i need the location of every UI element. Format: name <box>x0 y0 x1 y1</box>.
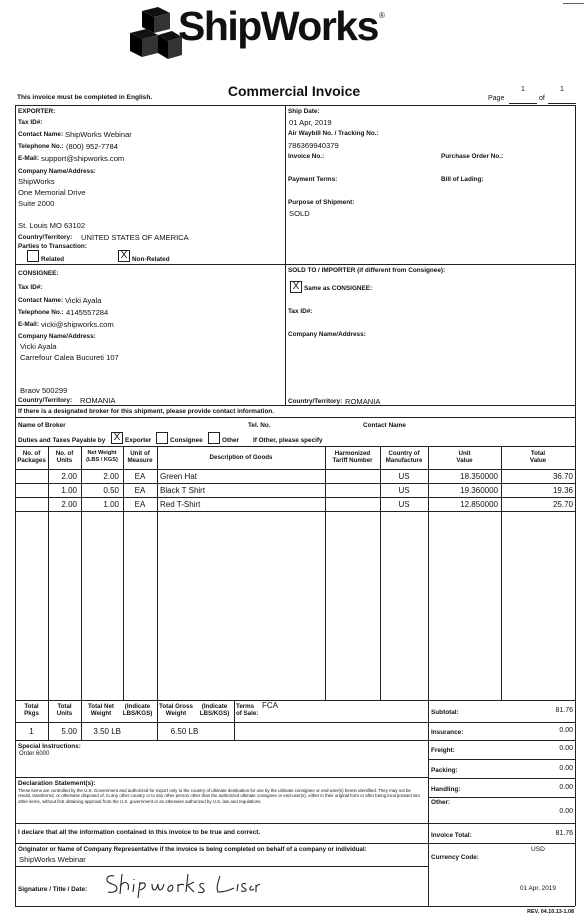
row-units: 2.00 <box>61 472 77 481</box>
row-description: Red T-Shirt <box>160 500 201 509</box>
signature-date: 01 Apr, 2019 <box>520 885 556 892</box>
freight-value: 0.00 <box>559 745 573 752</box>
of-label: of <box>539 95 545 102</box>
sold-to-label: SOLD TO / IMPORTER (if different from Consignee): <box>288 267 446 274</box>
exporter-contact-value: ShipWorks Webinar <box>65 130 132 139</box>
exporter-country-value: UNITED STATES OF AMERICA <box>81 233 189 242</box>
consignee-country-value: ROMANIA <box>80 396 116 405</box>
signature-image <box>100 868 260 900</box>
total-gross-label: Total Gross Weight <box>159 703 193 718</box>
exporter-email-label: E-Mail: <box>18 155 39 162</box>
other-label: Other: <box>431 799 451 806</box>
purpose-value: SOLD <box>289 209 310 218</box>
nonrelated-checkbox[interactable]: X <box>118 250 130 262</box>
page-number: 1 <box>521 86 525 93</box>
consignee-country-label: Country/Territory: <box>18 397 73 404</box>
row-description: Green Hat <box>160 472 197 481</box>
packing-value: 0.00 <box>559 765 573 772</box>
row-unit-value: 12.850000 <box>460 500 498 509</box>
exporter-address-line: One Memorial Drive <box>18 188 86 197</box>
broker-name-label: Name of Broker <box>18 422 66 429</box>
related-label: Related <box>41 256 65 263</box>
sold-to-company-label: Company Name/Address: <box>288 331 366 338</box>
consignee-contact-label: Contact Name: <box>18 297 64 304</box>
row-uom: EA <box>134 472 146 481</box>
page-label: Page <box>488 95 505 102</box>
total-pkgs-label: Total Pkgs <box>24 703 39 718</box>
page-total: 1 <box>560 86 564 93</box>
total-units-value: 5.00 <box>61 727 77 736</box>
freight-label: Freight: <box>431 747 455 754</box>
sold-to-country-label: Country/Territory: <box>288 398 343 405</box>
row-weight: 2.00 <box>103 472 119 481</box>
consignee-label: CONSIGNEE: <box>18 270 59 277</box>
certification-statement: I declare that all the information contained in this invoice to be true and correct. <box>18 829 261 836</box>
indicate-gross-label: (Indicate LBS/KGS) <box>199 703 230 718</box>
row-total: 36.70 <box>552 472 573 481</box>
sold-to-country-value: ROMANIA <box>345 397 381 406</box>
exporter-label: EXPORTER: <box>18 108 56 115</box>
invoice-total-value: 81.76 <box>555 830 573 837</box>
revision-label: REV. 04.10.13-1.08 <box>527 909 574 915</box>
consignee-email-label: E-Mail: <box>18 321 39 328</box>
broker-contact-label: Contact Name <box>363 422 406 429</box>
header-packages: No. of Packages <box>17 450 46 465</box>
row-unit-value: 19.360000 <box>460 486 498 495</box>
ship-date-label: Ship Date: <box>288 108 320 115</box>
total-pkgs-value: 1 <box>29 727 34 736</box>
originator-value: ShipWorks Webinar <box>19 855 86 864</box>
header-net-weight: Net Weight (LBS / KGS) <box>86 450 118 464</box>
awb-label: Air Waybill No. / Tracking No.: <box>288 130 379 137</box>
consignee-address-line: Vicki Ayala <box>20 342 57 351</box>
exporter-address-line: Suite 2000 <box>18 199 55 208</box>
currency-value: USD <box>531 846 545 853</box>
sold-to-tax-id-label: Tax ID#: <box>288 308 313 315</box>
logo-text: ShipWorks <box>178 3 378 49</box>
total-units-label: Total Units <box>56 703 73 718</box>
insurance-label: Insurance: <box>431 729 464 736</box>
awb-value: 786369940379 <box>288 141 339 150</box>
header-tariff: Harmonized Tariff Number <box>332 450 373 465</box>
consignee-address-line: Braov 500299 <box>20 386 68 395</box>
originator-label: Originator or Name of Company Representative if the invoice is being completed on behalf of a company or individual: <box>18 846 367 853</box>
row-uom: EA <box>134 500 146 509</box>
row-unit-value: 18.350000 <box>460 472 498 481</box>
consignee-tax-id-label: Tax ID#: <box>18 284 43 291</box>
exporter-email-value: support@shipworks.com <box>41 154 125 163</box>
shipworks-logo <box>128 5 388 61</box>
consignee-email-value: vicki@shipworks.com <box>41 320 114 329</box>
currency-label: Currency Code: <box>431 854 479 861</box>
exporter-contact-label: Contact Name: <box>18 131 64 138</box>
row-description: Black T Shirt <box>160 486 206 495</box>
row-total: 19.36 <box>552 486 573 495</box>
declaration-label: Declaration Statement(s): <box>18 780 96 787</box>
registered-icon: ® <box>379 11 385 20</box>
nonrelated-label: Non-Related <box>132 256 170 263</box>
row-country: US <box>398 500 410 509</box>
terms-label: Terms of Sale: <box>236 703 259 718</box>
row-weight: 1.00 <box>103 500 119 509</box>
consignee-phone-label: Telephone No.: <box>18 309 64 316</box>
duties-exporter-label: Exporter <box>125 437 152 444</box>
bol-label: Bill of Lading: <box>441 176 484 183</box>
signature-label: Signature / Title / Date: <box>18 886 88 893</box>
consignee-phone-value: 4145557284 <box>66 308 109 317</box>
insurance-value: 0.00 <box>559 727 573 734</box>
subtotal-value: 81.76 <box>555 707 573 714</box>
total-gross-value: 6.50 LB <box>170 727 199 736</box>
exporter-address-line: ShipWorks <box>18 177 55 186</box>
handling-label: Handling: <box>431 786 461 793</box>
boxes-icon <box>128 7 182 61</box>
exporter-country-label: Country/Territory: <box>18 234 73 241</box>
exporter-tax-id-label: Tax ID#: <box>18 119 43 126</box>
header-description: Description of Goods <box>209 454 273 461</box>
same-as-consignee-label: Same as CONSIGNEE: <box>304 285 373 292</box>
broker-note: If there is a designated broker for this shipment, please provide contact information. <box>18 408 275 415</box>
corner-tag: ▬▬▬▬▬▬▬ <box>563 1 584 5</box>
duties-other-label: Other <box>222 437 240 444</box>
special-instructions-value: Order 6000 <box>19 751 50 757</box>
header-total-value: Total Value <box>529 450 547 465</box>
header-country: Country of Manufacture <box>385 450 423 465</box>
related-checkbox[interactable] <box>27 250 39 262</box>
row-weight: 0.50 <box>103 486 119 495</box>
exporter-phone-label: Telephone No.: <box>18 143 64 150</box>
payment-terms-label: Payment Terms: <box>288 176 338 183</box>
po-label: Purchase Order No.: <box>441 153 504 160</box>
duties-label: Duties and Taxes Payable by <box>18 437 106 444</box>
invoice-no-label: Invoice No.: <box>288 153 325 160</box>
total-net-value: 3.50 LB <box>93 727 121 736</box>
consignee-address-line: Carrefour Calea Bucureti 107 <box>20 353 119 362</box>
declaration-text: These items are controlled by the U.S. Government and authorized for export only to the country of ultimate destination for use by the ultimate consignee or end-user(s) herein identified. They may not be resold, transferred, or otherwise disposed of, to any other country or to any other person other than the authorized ultimate consignee or end-user(s), either in their original form or after being incorporated into other items, without first obtaining approval from the U.S. government or as otherwise authorized by U.S. law and regulations. <box>18 788 420 804</box>
row-country: US <box>398 472 410 481</box>
row-units: 1.00 <box>61 486 77 495</box>
english-note: This invoice must be completed in English. <box>17 94 153 101</box>
duties-other-checkbox[interactable] <box>208 432 220 444</box>
handling-value: 0.00 <box>559 784 573 791</box>
duties-consignee-checkbox[interactable] <box>156 432 168 444</box>
row-total: 25.70 <box>552 500 573 509</box>
header-uom: Unit of Measure <box>127 450 153 465</box>
exporter-phone-value: (800) 952-7784 <box>66 142 118 151</box>
parties-label: Parties to Transaction: <box>18 243 87 250</box>
consignee-contact-value: Vicki Ayala <box>65 296 102 305</box>
duties-consignee-label: Consignee <box>170 437 203 444</box>
row-uom: EA <box>134 486 146 495</box>
row-country: US <box>398 486 410 495</box>
total-net-label: Total Net Weight <box>87 703 114 718</box>
header-unit-value: Unit Value <box>456 450 473 465</box>
terms-value: FCA <box>262 701 278 710</box>
broker-tel-label: Tel. No. <box>248 422 271 429</box>
header-units: No. of Units <box>55 450 74 465</box>
purpose-label: Purpose of Shipment: <box>288 199 355 206</box>
exporter-company-label: Company Name/Address: <box>18 168 96 175</box>
duties-exporter-checkbox[interactable]: X <box>111 432 123 444</box>
packing-label: Packing: <box>431 767 458 774</box>
invoice-total-label: Invoice Total: <box>431 832 472 839</box>
ship-date-value: 01 Apr, 2019 <box>289 118 332 127</box>
same-as-consignee-checkbox[interactable]: X <box>290 281 302 293</box>
special-instructions-label: Special Instructions: <box>18 743 81 750</box>
other-value: 0.00 <box>559 808 573 815</box>
row-units: 2.00 <box>61 500 77 509</box>
indicate-net-label: (Indicate LBS/KGS) <box>122 703 153 718</box>
consignee-company-label: Company Name/Address: <box>18 333 96 340</box>
subtotal-label: Subtotal: <box>431 709 459 716</box>
duties-other-note: If Other, please specify <box>253 437 323 444</box>
invoice-title: Commercial Invoice <box>227 83 361 99</box>
exporter-address-line: St. Louis MO 63102 <box>18 221 86 230</box>
